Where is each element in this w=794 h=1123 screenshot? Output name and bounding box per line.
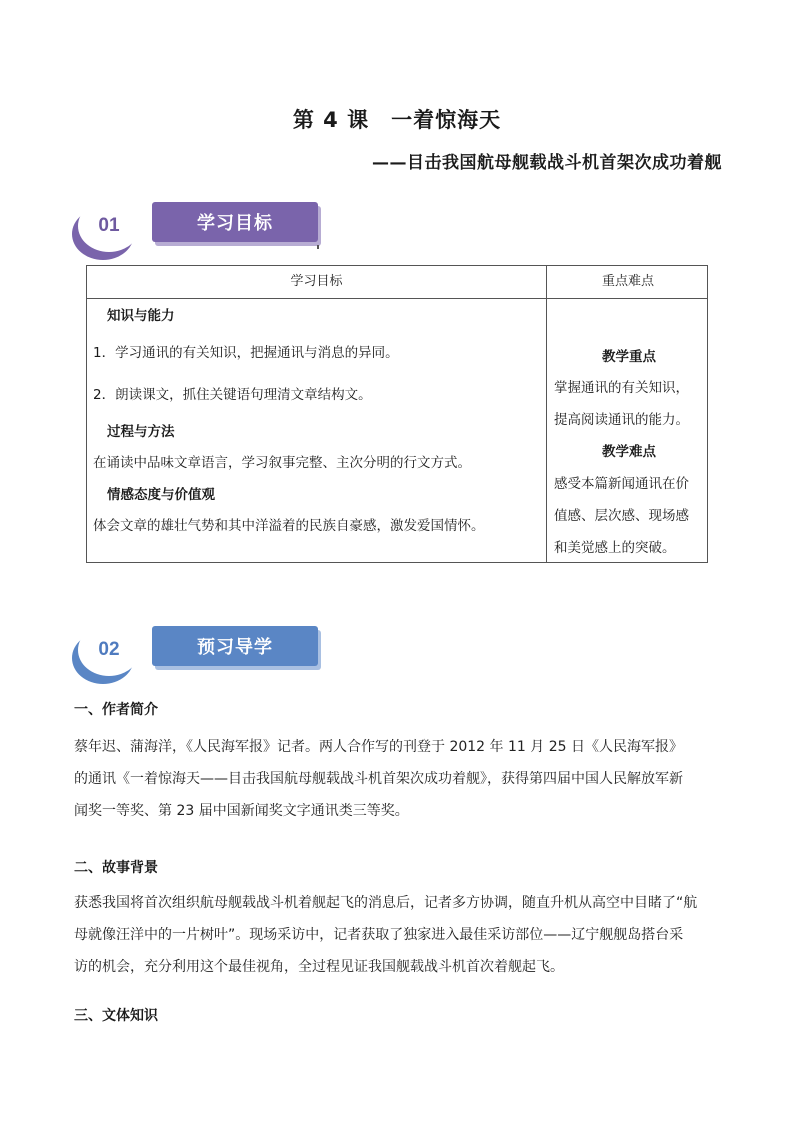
paragraph-line: 闻奖一等奖、第 23 届中国新闻奖文字通讯类三等奖。 [74,803,409,819]
objective-heading-process: 过程与方法 [107,424,175,440]
heading-genre: 三、文体知识 [74,1008,158,1024]
table-column-divider [546,266,547,562]
decorative-mark [317,245,319,249]
difficulty-line: 和美觉感上的突破。 [554,540,676,556]
heading-background: 二、故事背景 [74,860,158,876]
section-title-bar: 学习目标 [152,202,318,242]
paragraph-line: 访的机会，充分利用这个最佳视角，全过程见证我国舰载战斗机首次着舰起飞。 [74,959,564,975]
objective-item: 2．朗读课文，抓住关键语句理清文章结构文。 [93,387,372,403]
paragraph-author [74,731,724,827]
difficulty-title: 教学难点 [602,444,656,460]
heading-author: 一、作者简介 [74,702,158,718]
section-number-circle: 01 [78,200,140,252]
objective-item: 在诵读中品味文章语言，学习叙事完整、主次分明的行文方式。 [93,455,471,471]
table-header-keypoints: 重点难点 [601,274,654,289]
objective-item: 1．学习通讯的有关知识，把握通讯与消息的异同。 [93,345,399,361]
section-title-bar: 预习导学 [152,626,318,666]
key-point-block [554,347,704,367]
key-point-line: 提高阅读通讯的能力。 [554,412,689,428]
objective-heading-knowledge: 知识与能力 [107,308,175,324]
paragraph-background [74,887,724,983]
page-title [0,104,794,134]
key-point-title: 教学重点 [602,349,656,365]
objective-item: 体会文章的雄壮气势和其中洋溢着的民族自豪感，激发爱国情怀。 [93,518,485,534]
difficulty-line: 感受本篇新闻通讯在价 [554,476,689,492]
objective-heading-emotion: 情感态度与价值观 [107,487,215,503]
section-number-circle: 02 [78,624,140,676]
paragraph-line: 母就像汪洋中的一片树叶”。现场采访中，记者获取了独家进入最佳采访部位——辽宁舰舰岛搭台采 [74,927,684,943]
objectives-table [86,265,708,563]
paragraph-line: 蔡年迟、蒲海洋，《人民海军报》记者。两人合作写的刊登于 2012 年 11 月 25 日《人民海军报》 [74,739,683,755]
table-header-divider [87,298,707,299]
lesson-number: 第 4 课 [292,108,370,132]
page-subtitle: ——目击我国航母舰载战斗机首架次成功着舰 [372,153,722,173]
paragraph-line: 的通讯《一着惊海天——目击我国航母舰载战斗机首架次成功着舰》，获得第四届中国人民解放军新 [74,771,683,787]
table-header-objectives: 学习目标 [290,274,343,289]
paragraph-line: 获悉我国将首次组织航母舰载战斗机着舰起飞的消息后，记者多方协调，随直升机从高空中目睹了“航 [74,895,698,911]
lesson-title: 一着惊海天 [391,108,502,132]
key-point-line: 掌握通讯的有关知识， [554,380,689,396]
difficulty-block [554,442,704,462]
difficulty-line: 值感、层次感、现场感 [554,508,689,524]
